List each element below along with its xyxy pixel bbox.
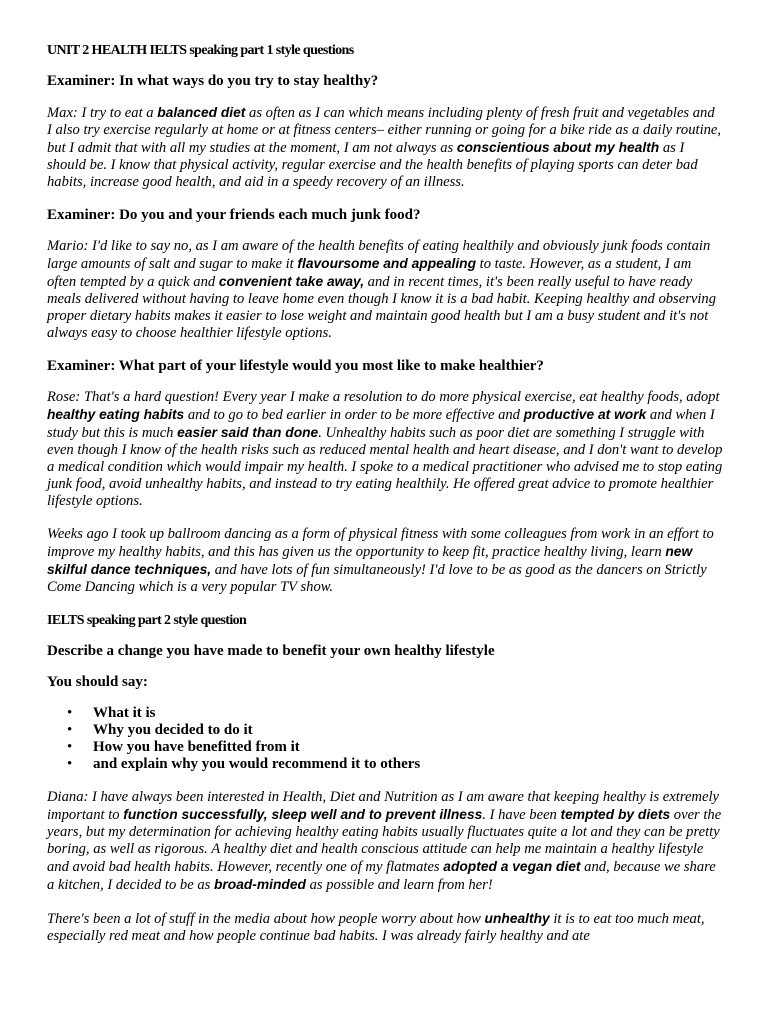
bullet-item: • and explain why you would recommend it to others (67, 756, 421, 772)
examiner-question-1: Examiner: In what ways do you try to stay healthy? (47, 73, 379, 89)
bullet-icon: • (67, 756, 73, 772)
examiner-question-2: Examiner: Do you and your friends each much junk food? (47, 207, 421, 223)
answer-max: Max: I try to eat a balanced diet as often as I can which means including plenty of fresh fruit and vegetables and I also try exercise regularly at home or at fitness centers– either running or going for a bike ride as a daily routine, but I admit that with all my studies at the moment, I am not always as conscientious about my health as I should be. I know that physical activity, regular exercise and the health benefits of playing sports can deter bad habits, increase good health, and aid in a speedy recovery of an illness. (47, 105, 722, 190)
emphasis-phrase: healthy eating habits (47, 407, 185, 422)
emphasis-phrase: easier said than done (177, 425, 319, 440)
emphasis-phrase: convenient take away, (218, 274, 365, 289)
answer-rose-continued: Weeks ago I took up ballroom dancing as a form of physical fitness with some colleagues from work in an effort to improve my healthy habits, and this has given us the opportunity to keep fit, practice healthy living, learn new skilful dance techniques, and have lots of fun simultaneously! I'd love to be as good as the dancers on Strictly Come Dancing which is a very popular TV show. (47, 526, 714, 595)
answer-diana-continued: There's been a lot of stuff in the media about how people worry about how unhealthy it is to eat too much meat, especially red meat and how people continue bad habits. I was already fairly healthy and ate (47, 911, 705, 944)
emphasis-phrase: new skilful dance techniques, (47, 544, 693, 577)
bullet-icon: • (67, 722, 73, 738)
emphasis-phrase: balanced diet (157, 105, 246, 120)
part2-bullet-list (47, 705, 723, 773)
answer-mario: Mario: I'd like to say no, as I am aware of the health benefits of eating healthily and obviously junk foods contain large amounts of salt and sugar to make it flavoursome and appealing to taste. However, as a student, I am often tempted by a quick and convenient take away, and in recent times, it's been really useful to have ready meals delivered without having to leave home even though I know it is a bad habit. Keeping healthy and observing proper dietary habits makes it easier to lose weight and maintain good health but I am a busy student and it's not always easy to choose healthier lifestyle options. (47, 238, 717, 341)
part2-you-should-say: You should say: (47, 674, 148, 690)
bullet-icon: • (67, 705, 73, 721)
emphasis-phrase: unhealthy (484, 911, 550, 926)
emphasis-phrase: tempted by diets (560, 807, 671, 822)
emphasis-phrase: broad-minded (213, 877, 306, 892)
emphasis-phrase: flavoursome and appealing (297, 256, 477, 271)
emphasis-phrase: function successfully, sleep well and to prevent illness (123, 807, 483, 822)
part2-title: IELTS speaking part 2 style question (47, 613, 247, 628)
document-page (47, 42, 723, 961)
bullet-item: • What it is (67, 705, 156, 721)
answer-diana: Diana: I have always been interested in Health, Diet and Nutrition as I am aware that keeping healthy is extremely important to function successfully, sleep well and to prevent illness. I have been tempted by diets over the years, but my determination for achieving healthy eating habits usually fluctuates quite a lot and they can be pretty boring, as well as rigorous. A healthy diet and health conscious attitude can help me maintain a healthy lifestyle and avoid bad health habits. However, recently one of my flatmates adopted a vegan diet and, because we share a kitchen, I decided to be as broad-minded as possible and learn from her! (47, 789, 722, 893)
part2-describe-prompt: Describe a change you have made to benefit your own healthy lifestyle (47, 643, 495, 659)
bullet-item: • Why you decided to do it (67, 722, 253, 738)
examiner-question-3: Examiner: What part of your lifestyle would you most like to make healthier? (47, 358, 544, 374)
unit-title: UNIT 2 HEALTH IELTS speaking part 1 style questions (47, 43, 354, 58)
answer-rose: Rose: That's a hard question! Every year I make a resolution to do more physical exercise, eat healthy foods, adopt healthy eating habits and to go to bed earlier in order to be more effective and productive at work and when I study but this is much easier said than done. Unhealthy habits such as poor diet are something I struggle with even though I know of the health risks such as reduced mental health and heart disease, and I don't want to develop a medical condition which would impair my health. I spoke to a medical practitioner who advised me to stop eating junk food, avoid unhealthy habits, and instead to try eating healthily. He offered great advice to promote healthier lifestyle options. (47, 389, 723, 509)
emphasis-phrase: productive at work (523, 407, 647, 422)
bullet-item: • How you have benefitted from it (67, 739, 300, 755)
emphasis-phrase: conscientious about my health (456, 140, 660, 155)
emphasis-phrase: adopted a vegan diet (443, 859, 581, 874)
bullet-icon: • (67, 739, 73, 755)
